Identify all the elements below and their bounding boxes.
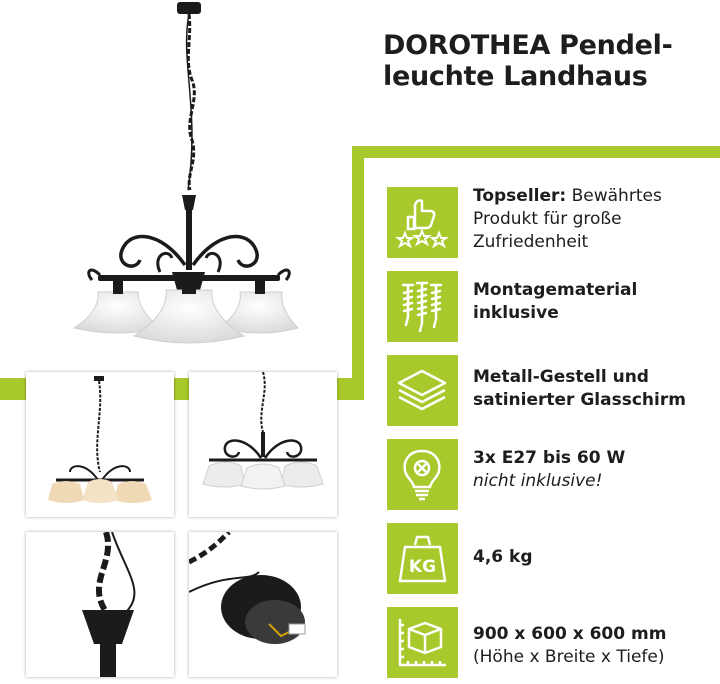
feature-dimensions-label: 900 x 600 x 600 mm	[473, 624, 667, 644]
dimensions-cube-icon	[395, 615, 450, 670]
feature-montage-label: Montagematerial inklusive	[473, 280, 638, 323]
feature-weight	[473, 546, 713, 569]
material-layers-icon	[395, 363, 450, 418]
thumbnail-lamp-closeup[interactable]	[189, 372, 337, 517]
bulb-icon	[395, 447, 450, 502]
feature-bulb-label: 3x E27 bis 60 W	[473, 448, 626, 468]
feature-bulb	[473, 447, 713, 493]
hero-product-image	[60, 0, 320, 350]
feature-icon-box-weight	[387, 523, 458, 594]
accent-band-top	[352, 146, 720, 158]
thumbnail-chain-detail[interactable]	[26, 532, 174, 677]
feature-material	[473, 366, 713, 412]
feature-icon-box-material	[387, 355, 458, 426]
feature-icon-box-montage	[387, 271, 458, 342]
screws-icon	[395, 279, 450, 334]
feature-dimensions	[473, 623, 713, 669]
feature-topseller-label: Topseller:	[473, 186, 567, 206]
feature-icon-box-topseller	[387, 187, 458, 258]
weight-icon	[395, 531, 450, 586]
thumbs-up-stars-icon	[395, 195, 450, 250]
feature-weight-label: 4,6 kg	[473, 547, 533, 567]
weight-icon-label: KG	[408, 557, 437, 577]
feature-bulb-note: nicht inklusive!	[473, 471, 603, 491]
accent-band-vertical	[352, 146, 364, 400]
feature-montage	[473, 279, 713, 325]
product-title-line2: leuchte Landhaus	[383, 61, 648, 92]
feature-dimensions-note: (Höhe x Breite x Tiefe)	[473, 647, 665, 667]
feature-icon-box-dimensions	[387, 607, 458, 678]
feature-icon-box-bulb	[387, 439, 458, 510]
feature-topseller	[473, 185, 713, 254]
feature-topseller-text: Bewährtes Produkt für große Zufriedenheit	[473, 186, 662, 252]
thumbnail-socket-detail[interactable]	[189, 532, 337, 677]
product-title	[383, 30, 713, 92]
thumbnail-lamp-warm[interactable]	[26, 372, 174, 517]
feature-material-label: Metall-Gestell und satinierter Glasschirm	[473, 367, 686, 410]
product-title-line1: DOROTHEA Pendel-	[383, 30, 673, 61]
